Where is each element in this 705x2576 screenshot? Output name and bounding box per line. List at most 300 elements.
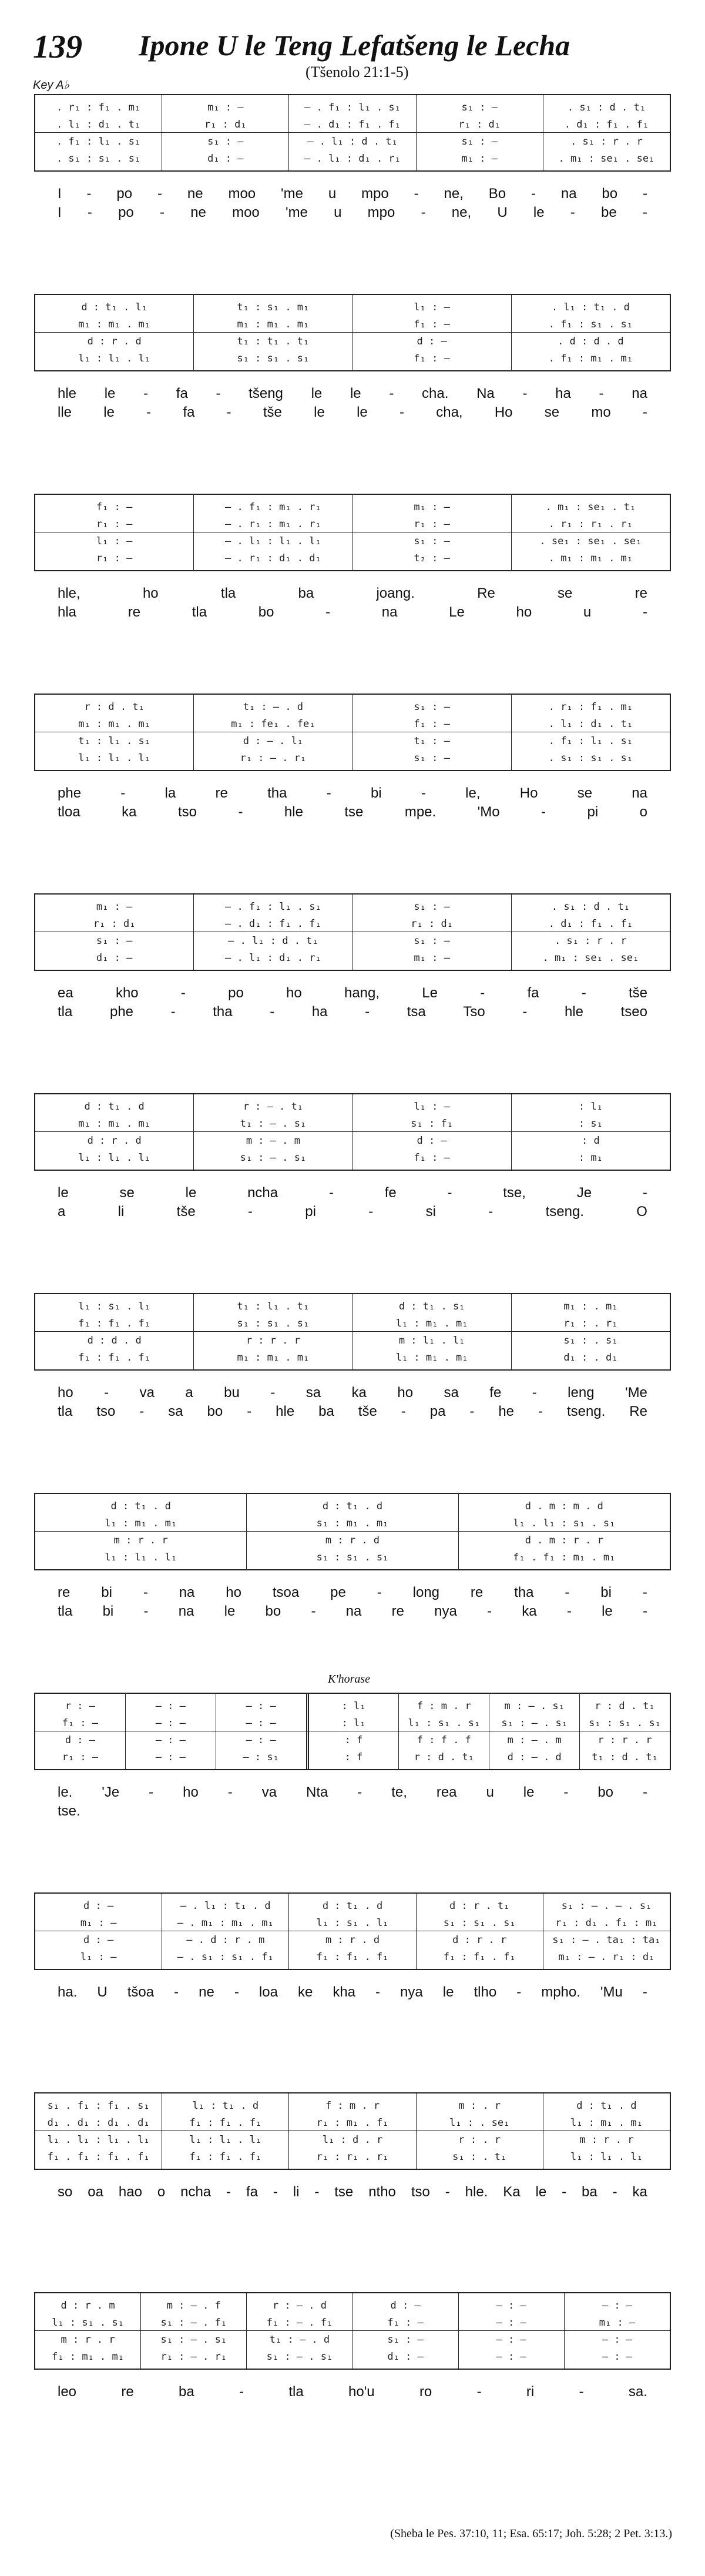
alto-part: — : — bbox=[246, 1717, 276, 1729]
alto-part: r₁ : — bbox=[96, 518, 133, 530]
bass-part: d₁ : — bbox=[387, 2350, 424, 2363]
hymn-title: Ipone U le Teng Lefatšeng le Lecha bbox=[139, 29, 570, 62]
lyric-syllable: U bbox=[497, 205, 508, 220]
lyric-syllable: li bbox=[118, 1204, 125, 1220]
lyric-syllable: 'Je bbox=[102, 1784, 120, 1800]
lyric-syllable: re bbox=[121, 2384, 134, 2400]
bass-part: f₁ : — bbox=[414, 352, 450, 364]
measure bbox=[512, 695, 670, 770]
measure bbox=[194, 695, 352, 770]
alto-part: l₁ : s₁ . s₁ bbox=[408, 1717, 481, 1729]
bass-part: r₁ : – . r₁ bbox=[240, 752, 307, 764]
lyric-syllable: - bbox=[445, 2184, 450, 2200]
lyric-syllable: ne, bbox=[444, 186, 464, 202]
soprano-part: l₁ : s₁ . l₁ bbox=[78, 1300, 151, 1312]
lyric-syllable: - bbox=[328, 1185, 334, 1201]
alto-part: . d₁ : f₁ . f₁ bbox=[564, 118, 649, 130]
scripture-reference: (Tšenolo 21:1-5) bbox=[306, 63, 409, 81]
lyric-syllable: - bbox=[469, 1403, 475, 1419]
measure bbox=[247, 1494, 458, 1569]
alto-part: . f₁ : s₁ . s₁ bbox=[548, 318, 633, 330]
lyric-syllable: le bbox=[357, 404, 368, 420]
lyric-syllable: 'me bbox=[281, 186, 303, 202]
chorus-label: K'horase bbox=[328, 1673, 371, 1686]
bass-part: — : — bbox=[496, 2350, 526, 2363]
tenor-part: s₁ : . s₁ bbox=[563, 1334, 618, 1346]
tenor-part: r : r . r bbox=[246, 1334, 300, 1346]
music-system bbox=[34, 1673, 671, 1824]
lyric-syllable: - bbox=[159, 205, 164, 220]
lyric-syllable: ne bbox=[190, 205, 206, 220]
lyric-syllable: - bbox=[541, 804, 546, 820]
soprano-part: d : t₁ . l₁ bbox=[81, 301, 147, 313]
lyrics-block bbox=[34, 584, 671, 625]
soprano-part: s₁ : — bbox=[414, 701, 450, 713]
lyric-syllable: U bbox=[97, 1984, 108, 2000]
lyric-syllable: ne, bbox=[451, 205, 472, 220]
soprano-part: r : — bbox=[65, 1700, 96, 1712]
lyric-syllable: bi bbox=[102, 1603, 114, 1619]
lyric-syllable: - bbox=[643, 186, 647, 202]
alto-part: l₁ : m₁ . m₁ bbox=[395, 1317, 468, 1329]
soprano-part: r : – . d bbox=[272, 2299, 327, 2312]
tenor-part: . d : d . d bbox=[558, 335, 624, 347]
tenor-part: d : — bbox=[65, 1734, 96, 1746]
lyric-syllable: le bbox=[104, 386, 116, 401]
bass-part: m₁ : — bbox=[461, 152, 498, 165]
measure bbox=[35, 495, 194, 570]
lyric-syllable: - bbox=[487, 1603, 492, 1619]
lyric-syllable: ka bbox=[122, 804, 137, 820]
soprano-part: : l₁ bbox=[341, 1700, 366, 1712]
lyric-syllable: le bbox=[311, 386, 323, 401]
measure bbox=[353, 495, 512, 570]
lyric-syllable: Na bbox=[476, 386, 495, 401]
bass-part: r₁ : — bbox=[62, 1751, 99, 1763]
measure bbox=[565, 2293, 670, 2369]
soprano-part: d : t₁ . d bbox=[322, 1500, 383, 1512]
lyric-syllable: long bbox=[412, 1585, 440, 1600]
measure bbox=[417, 2093, 543, 2169]
lyric-syllable: - bbox=[399, 404, 404, 420]
soprano-part: s₁ : — . – . s₁ bbox=[561, 1900, 652, 1912]
bass-part: d₁ : — bbox=[207, 152, 244, 165]
lyric-verse-2 bbox=[34, 203, 671, 222]
lyric-syllable: - bbox=[421, 785, 426, 801]
lyric-syllable: he bbox=[498, 1403, 515, 1419]
lyric-syllable: - bbox=[247, 1204, 253, 1220]
tenor-part: d : — bbox=[417, 1134, 447, 1147]
measure bbox=[289, 95, 416, 170]
solfa-staff bbox=[34, 1293, 671, 1371]
tenor-part: m : r . d bbox=[325, 1534, 380, 1546]
lyric-syllable: - bbox=[421, 205, 426, 220]
lyric-syllable: bo bbox=[207, 1403, 223, 1419]
lyric-syllable: re bbox=[634, 585, 647, 601]
lyric-syllable: fa bbox=[246, 2184, 258, 2200]
tenor-part: s₁ : — bbox=[387, 2333, 424, 2346]
lyric-syllable: - bbox=[480, 985, 485, 1001]
bass-part: s₁ : – . s₁ bbox=[266, 2350, 333, 2363]
tenor-part: m : – . m bbox=[246, 1134, 300, 1147]
tenor-part: s₁ : — bbox=[461, 135, 498, 148]
lyric-syllable: re bbox=[215, 785, 228, 801]
lyric-verse-1 bbox=[34, 1983, 671, 2002]
bass-part: r₁ : – . r₁ bbox=[160, 2350, 227, 2363]
lyric-syllable: - bbox=[325, 604, 331, 620]
lyric-syllable: - bbox=[180, 985, 186, 1001]
alto-part: r₁ : — bbox=[414, 518, 450, 530]
measure bbox=[512, 1094, 670, 1170]
lyric-syllable: ke bbox=[297, 1984, 313, 2000]
lyric-verse-2 bbox=[34, 803, 671, 822]
lyric-syllable: - bbox=[311, 1603, 316, 1619]
bass-part: — : — bbox=[155, 1751, 186, 1763]
solfa-staff bbox=[34, 294, 671, 371]
lyric-syllable: va bbox=[139, 1385, 155, 1401]
music-system bbox=[34, 2292, 671, 2424]
alto-part: f₁ : f₁ . f₁ bbox=[189, 2116, 262, 2129]
lyric-syllable: tla bbox=[192, 604, 207, 620]
soprano-part: – . f₁ : m₁ . r₁ bbox=[224, 501, 321, 513]
lyric-syllable: tše bbox=[263, 404, 282, 420]
lyric-syllable: le bbox=[533, 205, 545, 220]
lyric-syllable: ba bbox=[582, 2184, 597, 2200]
tenor-part: m : – . m bbox=[507, 1734, 562, 1746]
lyric-syllable: fe bbox=[489, 1385, 502, 1401]
lyric-syllable: tlho bbox=[474, 1984, 497, 2000]
alto-part: – . d₁ : f₁ . f₁ bbox=[304, 118, 401, 130]
music-system bbox=[34, 1892, 671, 2024]
lyric-syllable: u bbox=[583, 604, 592, 620]
alto-part: f₁ : — bbox=[387, 2316, 424, 2329]
soprano-part: s₁ : — bbox=[414, 900, 450, 913]
lyric-syllable: u bbox=[486, 1784, 494, 1800]
lyric-syllable: tso bbox=[96, 1403, 116, 1419]
lyric-syllable: so bbox=[58, 2184, 73, 2200]
lyric-syllable: ka bbox=[632, 2184, 647, 2200]
tenor-part: l₁ : — bbox=[96, 535, 133, 547]
measure bbox=[417, 95, 543, 170]
measure bbox=[162, 2093, 289, 2169]
soprano-part: d : r . m bbox=[61, 2299, 115, 2312]
tenor-part: m : r . d bbox=[325, 1934, 380, 1946]
lyric-syllable: tha bbox=[213, 1004, 233, 1020]
lyric-verse-2 bbox=[34, 2202, 671, 2220]
lyric-syllable: - bbox=[239, 2384, 244, 2400]
lyric-syllable: hao bbox=[118, 2184, 142, 2200]
lyric-syllable: ri bbox=[526, 2384, 535, 2400]
measure bbox=[489, 1694, 580, 1769]
tenor-part: . f₁ : l₁ . s₁ bbox=[548, 735, 633, 747]
measure bbox=[353, 1094, 512, 1170]
solfa-staff bbox=[34, 893, 671, 971]
alto-part: r₁ : d₁ . f₁ : m₁ bbox=[555, 1917, 658, 1929]
bass-part: s₁ : s₁ . s₁ bbox=[316, 1551, 389, 1563]
lyric-syllable: Bo bbox=[488, 186, 506, 202]
lyric-syllable: ea bbox=[58, 985, 73, 1001]
lyric-syllable: ho bbox=[516, 604, 532, 620]
tenor-part: d : r . d bbox=[87, 1134, 142, 1147]
lyric-syllable: sa bbox=[168, 1403, 183, 1419]
alto-part: r₁ : d₁ bbox=[93, 917, 136, 930]
lyric-syllable: tšeng bbox=[249, 386, 283, 401]
lyric-syllable: fa bbox=[527, 985, 539, 1001]
lyric-syllable: fa bbox=[183, 404, 195, 420]
lyric-syllable: - bbox=[270, 1004, 275, 1020]
measure bbox=[353, 1294, 512, 1369]
measure bbox=[353, 695, 512, 770]
bass-part: f₁ . f₁ : f₁ . f₁ bbox=[47, 2150, 150, 2163]
lyric-syllable: va bbox=[261, 1784, 277, 1800]
bass-part: d₁ : — bbox=[96, 952, 133, 964]
alto-part: r₁ : d₁ bbox=[458, 118, 501, 130]
alto-part: r₁ : d₁ bbox=[204, 118, 247, 130]
lyric-syllable: - bbox=[234, 1984, 239, 2000]
measure bbox=[35, 895, 194, 970]
lyric-syllable: tse, bbox=[503, 1185, 526, 1201]
alto-part: s₁ : – . s₁ bbox=[501, 1717, 568, 1729]
soprano-part: – . l₁ : t₁ . d bbox=[180, 1900, 271, 1912]
lyric-syllable: bi bbox=[370, 785, 382, 801]
lyric-syllable: na bbox=[632, 785, 647, 801]
lyric-syllable: ho bbox=[397, 1385, 414, 1401]
solfa-staff bbox=[34, 2292, 671, 2370]
measure bbox=[141, 2293, 247, 2369]
lyric-syllable: - bbox=[566, 1603, 572, 1619]
tenor-part: l₁ . l₁ : l₁ . l₁ bbox=[47, 2133, 150, 2146]
bass-part: f₁ : f₁ . f₁ bbox=[189, 2150, 262, 2163]
lyric-syllable: rea bbox=[436, 1784, 457, 1800]
key-signature: Key A♭ bbox=[33, 79, 70, 92]
measure bbox=[126, 1694, 216, 1769]
lyric-syllable: Re bbox=[629, 1403, 647, 1419]
soprano-part: — : — bbox=[602, 2299, 633, 2312]
bass-part: . s₁ : s₁ . s₁ bbox=[548, 752, 633, 764]
lyric-syllable: I bbox=[58, 186, 62, 202]
hymn-number: 139 bbox=[33, 29, 82, 65]
soprano-part: r : d . t₁ bbox=[84, 701, 145, 713]
bass-part: f₁ : f₁ . f₁ bbox=[78, 1351, 151, 1364]
soprano-part: – . f₁ : l₁ . s₁ bbox=[224, 900, 321, 913]
lyric-syllable: - bbox=[357, 1784, 362, 1800]
lyric-verse-2 bbox=[34, 403, 671, 422]
lyric-verse-1 bbox=[34, 2183, 671, 2202]
lyric-syllable: o bbox=[157, 2184, 166, 2200]
tenor-part: t₁ : t₁ . t₁ bbox=[237, 335, 310, 347]
measure bbox=[459, 1494, 670, 1569]
bass-part: – . l₁ : d₁ . r₁ bbox=[224, 952, 321, 964]
bass-part: r₁ : r₁ . r₁ bbox=[316, 2150, 389, 2163]
lyrics-block bbox=[34, 1983, 671, 2024]
lyric-syllable: cha, bbox=[436, 404, 463, 420]
soprano-part: t₁ : s₁ . m₁ bbox=[237, 301, 310, 313]
measure bbox=[399, 1694, 489, 1769]
lyrics-block bbox=[34, 185, 671, 226]
measure bbox=[194, 495, 352, 570]
bass-part: – . s₁ : s₁ . f₁ bbox=[177, 1951, 274, 1963]
bass-part: : f bbox=[344, 1751, 363, 1763]
lyric-syllable: bo bbox=[258, 604, 274, 620]
lyric-syllable: - bbox=[532, 1385, 537, 1401]
bass-part: l₁ : l₁ . l₁ bbox=[78, 752, 151, 764]
measure bbox=[162, 1894, 289, 1969]
tenor-part: : d bbox=[582, 1134, 600, 1147]
lyric-syllable: re bbox=[127, 604, 141, 620]
lyric-verse-1 bbox=[34, 185, 671, 203]
soprano-part: m₁ : . m₁ bbox=[563, 1300, 618, 1312]
tenor-part: . s₁ : r . r bbox=[570, 135, 643, 148]
lyric-syllable: re bbox=[391, 1603, 404, 1619]
lyric-syllable: o bbox=[639, 804, 647, 820]
measure bbox=[194, 895, 352, 970]
lyric-syllable: le bbox=[224, 1603, 236, 1619]
hymn-header bbox=[29, 24, 676, 92]
lyric-syllable: na bbox=[560, 186, 577, 202]
lyric-syllable: tla bbox=[58, 1004, 73, 1020]
lyric-syllable: hle bbox=[276, 1403, 295, 1419]
lyric-syllable: ba bbox=[179, 2384, 194, 2400]
lyric-syllable: tše bbox=[358, 1403, 377, 1419]
soprano-part: d : — bbox=[83, 1900, 114, 1912]
lyric-syllable: mpo bbox=[361, 186, 389, 202]
lyric-syllable: na bbox=[381, 604, 398, 620]
soprano-part: f : m . r bbox=[325, 2099, 380, 2112]
soprano-part: . s₁ : d . t₁ bbox=[567, 101, 646, 113]
alto-part: f₁ : f₁ . f₁ bbox=[78, 1317, 151, 1329]
music-system bbox=[34, 1093, 671, 1225]
lyric-syllable: tso bbox=[411, 2184, 430, 2200]
alto-part: — : — bbox=[496, 2316, 526, 2329]
measure bbox=[35, 295, 194, 370]
measure bbox=[35, 2293, 141, 2369]
lyric-syllable: - bbox=[579, 2384, 584, 2400]
tenor-part: . s₁ : r . r bbox=[554, 934, 627, 947]
soprano-part: . l₁ : t₁ . d bbox=[551, 301, 630, 313]
lyric-syllable: nya bbox=[434, 1603, 457, 1619]
lyrics-block bbox=[34, 784, 671, 825]
lyric-syllable: po bbox=[228, 985, 244, 1001]
soprano-part: r : – . t₁ bbox=[243, 1100, 304, 1113]
lyric-syllable: fa bbox=[176, 386, 188, 401]
lyric-verse-1 bbox=[34, 984, 671, 1003]
lyric-syllable: - bbox=[389, 386, 394, 401]
lyric-syllable: moo bbox=[232, 205, 260, 220]
tenor-part: l₁ : d . r bbox=[322, 2133, 383, 2146]
lyric-syllable: na bbox=[345, 1603, 362, 1619]
lyric-verse-1 bbox=[34, 1184, 671, 1202]
music-system bbox=[34, 494, 671, 625]
lyric-syllable: - bbox=[368, 1204, 374, 1220]
measure bbox=[543, 1894, 670, 1969]
tenor-part: t₁ : – . d bbox=[269, 2333, 330, 2346]
lyric-syllable: - bbox=[562, 2184, 567, 2200]
tenor-part: t₁ : l₁ . s₁ bbox=[78, 735, 151, 747]
bass-part: r₁ : — bbox=[96, 552, 133, 564]
tenor-part: – . l₁ : d . t₁ bbox=[228, 934, 318, 947]
lyric-syllable: le bbox=[314, 404, 325, 420]
lyric-syllable: - bbox=[488, 1204, 494, 1220]
measure bbox=[353, 895, 512, 970]
lyric-verse-1 bbox=[34, 1583, 671, 1602]
alto-part: . r₁ : r₁ . r₁ bbox=[548, 518, 633, 530]
lyric-syllable: - bbox=[157, 186, 162, 202]
lyric-syllable: Re bbox=[477, 585, 495, 601]
soprano-part: t₁ : – . d bbox=[243, 701, 304, 713]
soprano-part: — : — bbox=[155, 1700, 186, 1712]
lyric-syllable: bo bbox=[265, 1603, 281, 1619]
lyric-syllable: tse. bbox=[58, 1803, 80, 1819]
lyric-verse-1 bbox=[34, 1783, 671, 1802]
lyric-syllable: - bbox=[642, 604, 647, 620]
lyric-syllable: - bbox=[401, 1403, 406, 1419]
lyric-syllable: leng bbox=[568, 1385, 595, 1401]
tenor-part: : f bbox=[344, 1734, 363, 1746]
lyric-syllable: leo bbox=[58, 2384, 77, 2400]
bass-part: – . r₁ : d₁ . d₁ bbox=[224, 552, 321, 564]
measure bbox=[459, 2293, 565, 2369]
measure bbox=[309, 1694, 400, 1769]
bass-part: s₁ : s₁ . s₁ bbox=[237, 352, 310, 364]
solfa-staff bbox=[34, 694, 671, 771]
lyric-syllable: ha. bbox=[58, 1984, 78, 2000]
tenor-part: s₁ : — bbox=[414, 535, 450, 547]
measure bbox=[35, 1094, 194, 1170]
lyric-syllable: sa bbox=[444, 1385, 459, 1401]
lyric-syllable: - bbox=[643, 1603, 647, 1619]
alto-part: . l₁ : d₁ . t₁ bbox=[56, 118, 141, 130]
measure bbox=[353, 2293, 459, 2369]
bass-part: d : – . d bbox=[507, 1751, 562, 1763]
alto-part: l₁ : s₁ . s₁ bbox=[52, 2316, 124, 2329]
lyric-syllable: sa. bbox=[628, 2384, 647, 2400]
lyric-syllable: ho bbox=[286, 985, 302, 1001]
measure bbox=[194, 1094, 352, 1170]
lyric-syllable: pi bbox=[587, 804, 599, 820]
soprano-part: d : t₁ . d bbox=[576, 2099, 637, 2112]
measure bbox=[512, 1294, 670, 1369]
lyric-syllable: u bbox=[328, 186, 337, 202]
lyric-syllable: bo bbox=[597, 1784, 614, 1800]
tenor-part: s₁ : — . ta₁ : ta₁ bbox=[552, 1934, 661, 1946]
bass-part: . f₁ : m₁ . m₁ bbox=[548, 352, 633, 364]
lyric-syllable: tseng. bbox=[545, 1204, 584, 1220]
alto-part: s₁ : f₁ bbox=[411, 1117, 453, 1130]
bass-part: l₁ : m₁ . m₁ bbox=[395, 1351, 468, 1364]
bass-part: f₁ : — bbox=[414, 1151, 450, 1164]
lyric-syllable: Ho bbox=[519, 785, 538, 801]
tenor-part: — : — bbox=[155, 1734, 186, 1746]
lyric-syllable: tše bbox=[628, 985, 647, 1001]
lyric-syllable: - bbox=[143, 386, 149, 401]
soprano-part: d . m : m . d bbox=[525, 1500, 603, 1512]
soprano-part: . r₁ : f₁ . m₁ bbox=[56, 101, 141, 113]
lyric-syllable: bu bbox=[224, 1385, 240, 1401]
lyric-syllable: na bbox=[632, 386, 647, 401]
alto-part: f₁ : — bbox=[414, 718, 450, 730]
tenor-part: d : d . d bbox=[87, 1334, 142, 1346]
lyric-syllable: ntho bbox=[368, 2184, 396, 2200]
alto-part: r₁ : d₁ bbox=[411, 917, 453, 930]
alto-part: r₁ : m₁ . f₁ bbox=[316, 2116, 389, 2129]
soprano-part: s₁ . f₁ : f₁ . s₁ bbox=[47, 2099, 150, 2112]
alto-part: d₁ . d₁ : d₁ . d₁ bbox=[47, 2116, 150, 2129]
lyric-syllable: - bbox=[522, 1004, 528, 1020]
measure bbox=[512, 495, 670, 570]
lyric-syllable: - bbox=[642, 1784, 647, 1800]
lyric-syllable: kha bbox=[333, 1984, 356, 2000]
lyric-syllable: le bbox=[185, 1185, 197, 1201]
